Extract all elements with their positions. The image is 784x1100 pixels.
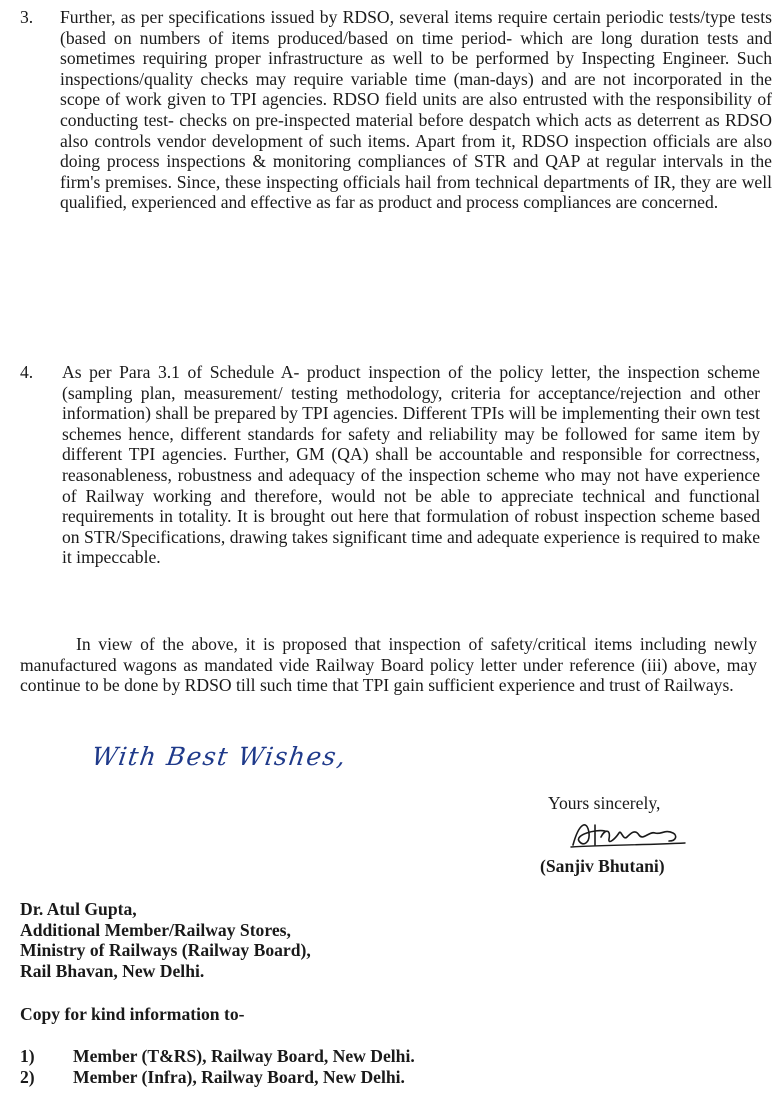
list-item-text: Member (Infra), Railway Board, New Delhi. — [73, 1066, 405, 1087]
closing-text: Yours sincerely, — [548, 793, 661, 813]
copy-header: Copy for kind information to- — [20, 1004, 245, 1024]
addressee-line: Ministry of Railways (Railway Board), — [20, 940, 311, 961]
addressee-block — [20, 899, 311, 981]
paragraph-4-number: 4. — [20, 362, 34, 382]
paragraph-3-number: 3. — [20, 7, 34, 27]
addressee-line: Additional Member/Railway Stores, — [20, 919, 291, 940]
list-item — [20, 1067, 415, 1088]
list-item — [20, 1046, 415, 1067]
list-item-number: 2) — [20, 1066, 35, 1087]
conclusion-paragraph: In view of the above, it is proposed that inspection of safety/critical items including newly manufactured wagons as mandated vide Railway Board policy letter under reference (iii) above, may continue to be done by RDSO till such time that TPI gain sufficient experience and trust of Railways. — [20, 634, 757, 696]
list-item-number: 1) — [20, 1046, 35, 1066]
copy-list — [20, 1046, 415, 1087]
paragraph-3-text: Further, as per specifications issued by RDSO, several items require certain periodic tests/type tests (based on numbers of items produced/based on time period- which are long duration tests and sometimes requiring proper infrastructure as well to be performed by Inspecting Engineer. Such inspections/quality checks may require variable time (man-days) and are not incorporated in the scope of work given to TPI agencies. RDSO field units are also entrusted with the responsibility of conducting test- checks on pre-inspected material before despatch which acts as deterrent as RDSO also controls vendor development of such items. Apart from it, RDSO inspection officials are also doing process inspections & monitoring compliances of STR and QAP at regular intervals in the firm's premises. Since, these inspecting officials hail from technical departments of IR, they are well qualified, experienced and effective as far as product and process compliances are concerned. — [60, 7, 772, 213]
addressee-line: Rail Bhavan, New Delhi. — [20, 960, 205, 981]
addressee-line: Dr. Atul Gupta, — [20, 899, 137, 919]
list-item-text: Member (T&RS), Railway Board, New Delhi. — [73, 1046, 415, 1066]
handwritten-greeting: With Best Wishes, — [89, 742, 349, 771]
signatory-name: (Sanjiv Bhutani) — [540, 856, 665, 876]
signature-image — [565, 815, 695, 855]
paragraph-4-text: As per Para 3.1 of Schedule A- product inspection of the policy letter, the inspection scheme (sampling plan, measurement/ testing methodology, criteria for acceptance/rejection and other information) shall be prepared by TPI agencies. Different TPIs will be implementing their own test schemes hence, different standards for safety and reliability may be followed for same item by different TPI agencies. Further, GM (QA) shall be accountable and responsible for correctness, reasonableness, robustness and adequacy of the inspection scheme who may not have experience of Railway working and therefore, would not be able to appreciate technical and functional requirements in totality. It is brought out here that formulation of robust inspection scheme based on STR/Specifications, drawing takes significant time and adequate experience is required to make it impeccable. — [62, 362, 760, 568]
